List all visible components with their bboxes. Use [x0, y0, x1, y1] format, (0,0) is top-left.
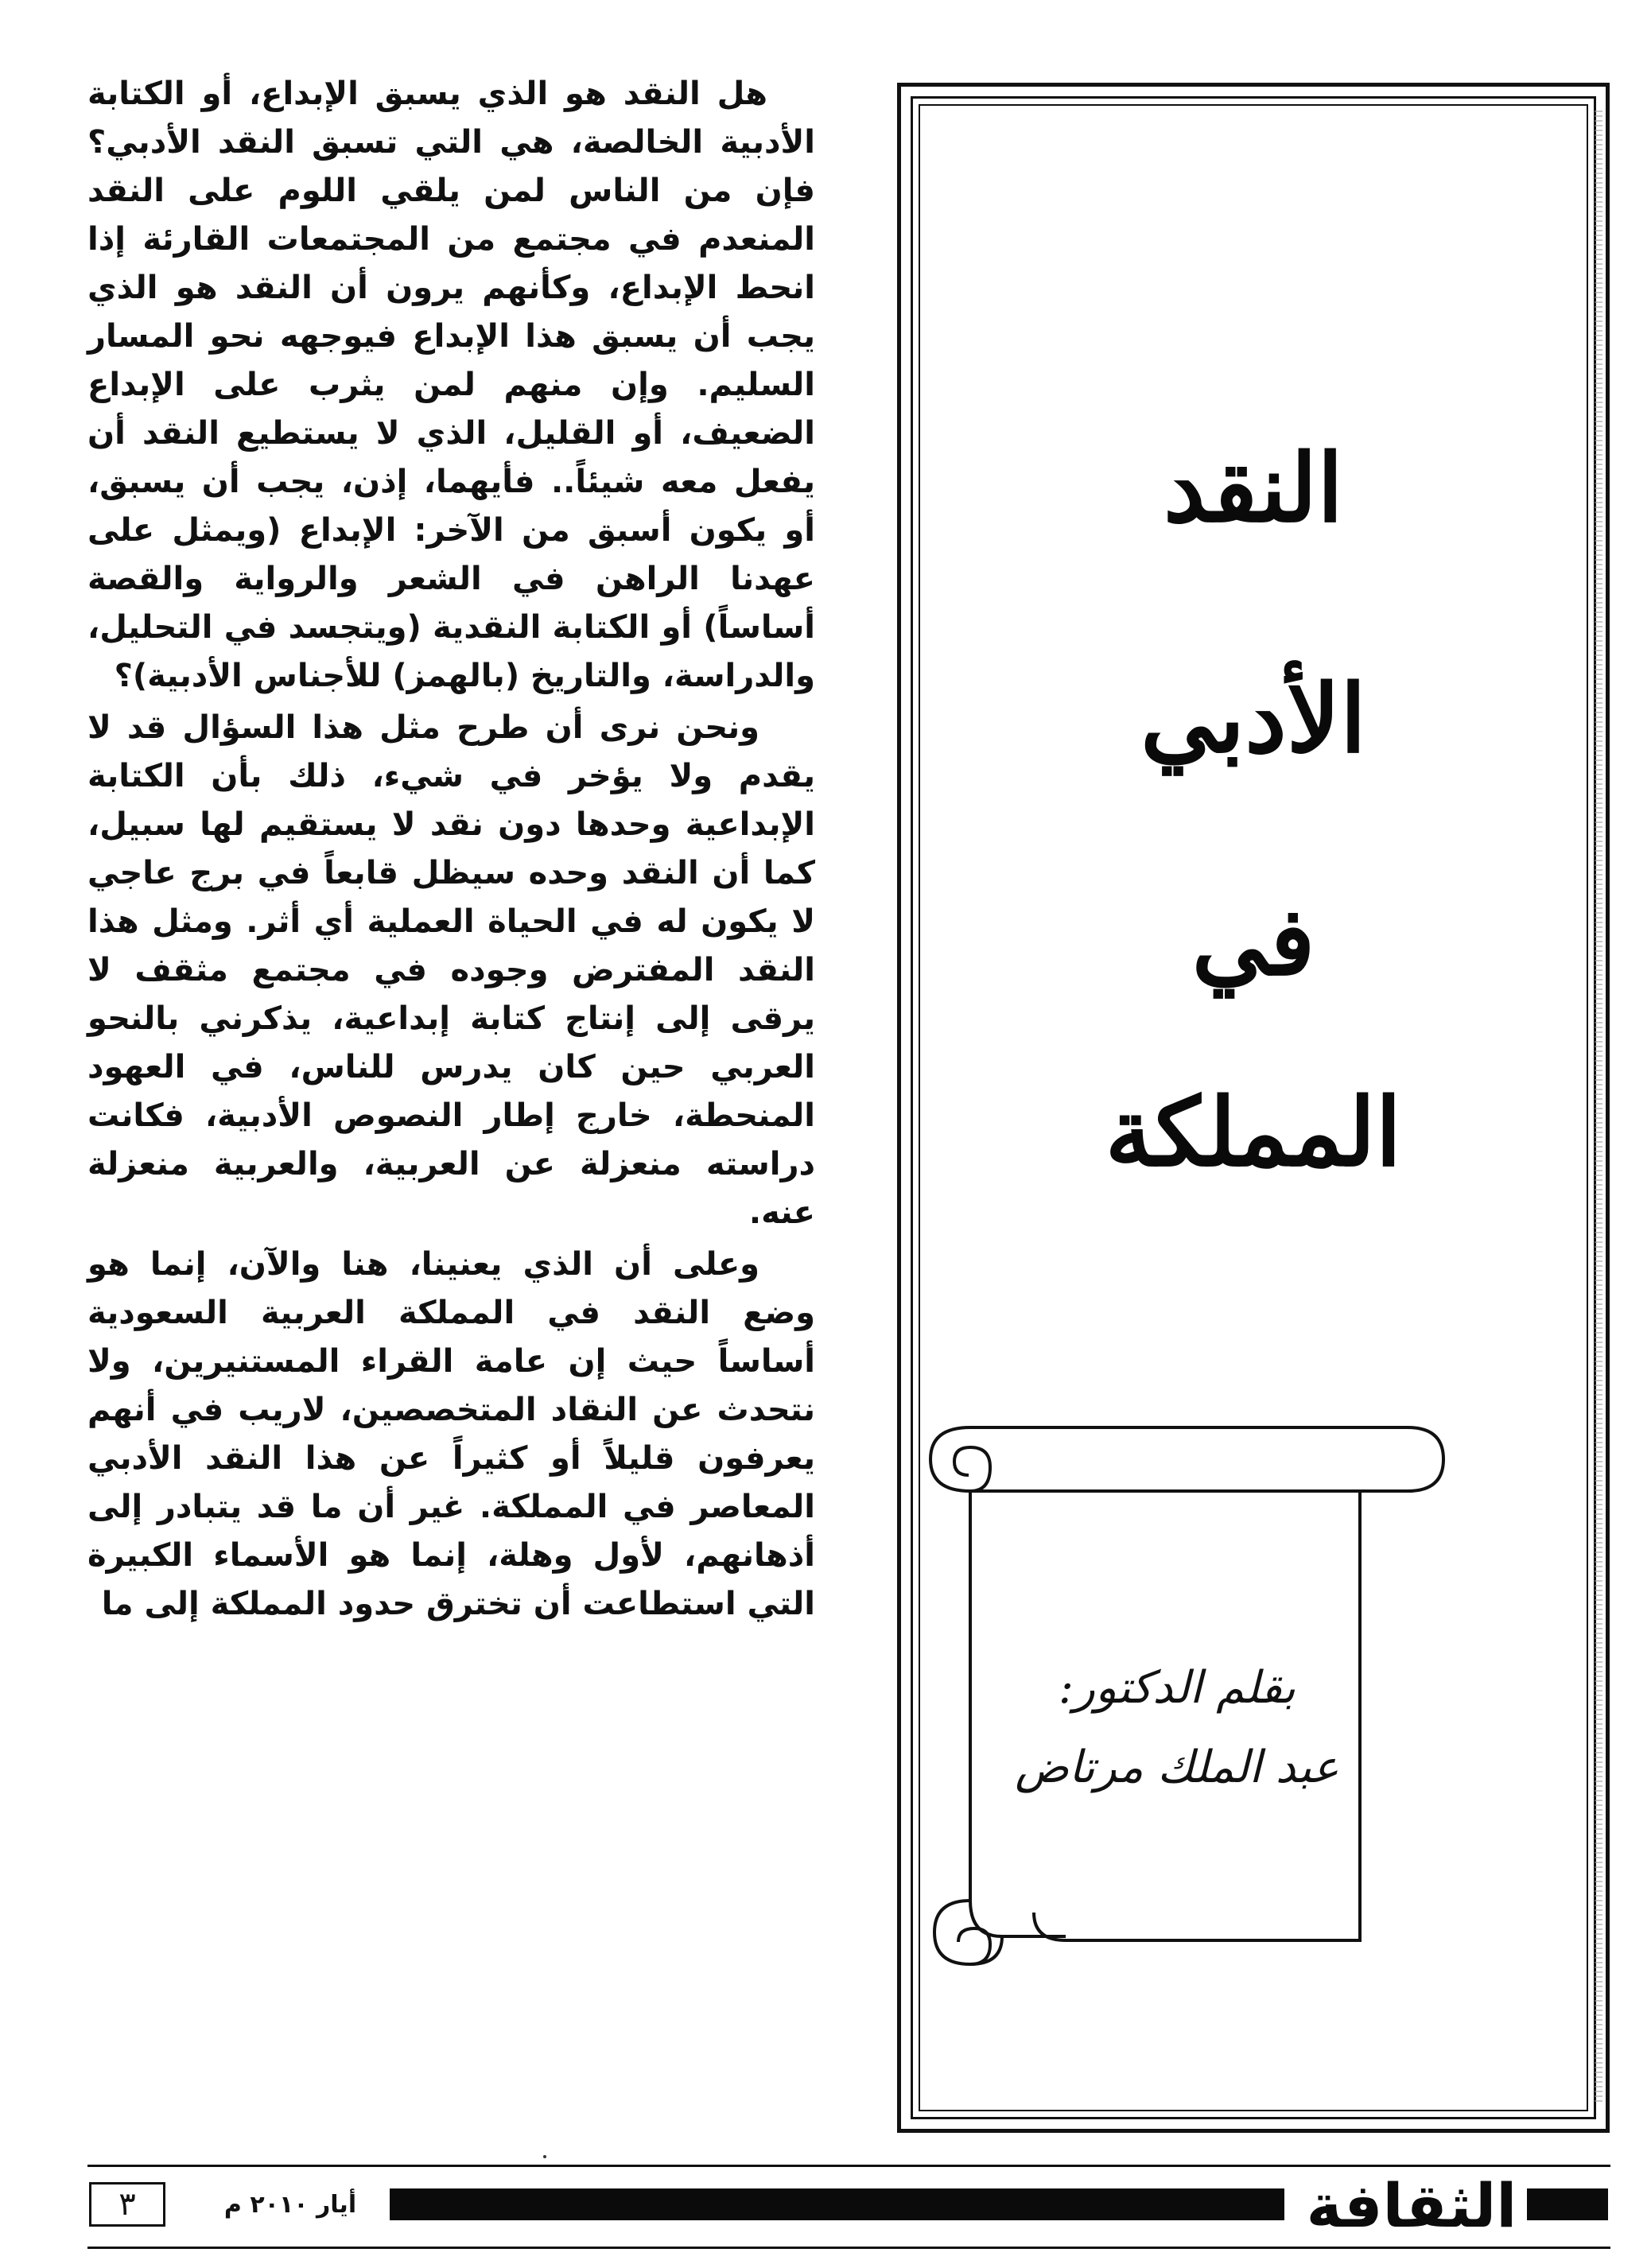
page-number: ٣	[89, 2182, 165, 2227]
stray-mark	[543, 2155, 546, 2158]
title-word-3: في	[1191, 886, 1315, 996]
issue-date: أيار ٢٠١٠ م	[223, 2191, 357, 2219]
article-paragraph: وعلى أن الذي يعنينا، هنا والآن، إنما هو وضع النقد في المملكة العربية السعودية أساساً حيث إن عامة القراء المستنيرين، ولا نتحدث عن النقاد المتخصصين، لاريب في أنهم يعرفون قليلاً أو كثيراً عن هذا النقد الأدبي المعاصر في المملكة. غير أن ما قد يتبادر إلى أذهانهم، لأول وهلة، إنما هو الأسماء الكبيرة التي استطاعت أن تخترق حدود المملكة إلى ما	[87, 1246, 815, 1622]
byline-author: عبد الملك مرتاض	[1015, 1742, 1339, 1793]
byline-prefix: بقلم الدكتور:	[1059, 1662, 1296, 1714]
title-word-2: الأدبي	[1140, 663, 1366, 774]
title-word-1: النقد	[1163, 433, 1343, 543]
article-body	[87, 70, 815, 2146]
footer-bar-right	[1527, 2188, 1608, 2220]
article-paragraph: هل النقد هو الذي يسبق الإبداع، أو الكتابة الأدبية الخالصة، هي التي تسبق النقد الأدبي؟ فإن من الناس لمن يلقي اللوم على النقد المنعدم في مجتمع من المجتمعات القارئة إذا انحط الإبداع، وكأنهم يرون أن النقد هو الذي يجب أن يسبق هذا الإبداع فيوجهه نحو المسار السليم. وإن منهم لمن يثرب على الإبداع الضعيف، أو القليل، الذي لا يستطيع النقد أن يفعل معه شيئاً.. فأيهما، إذن، يجب أن يسبق، أو يكون أسبق من الآخر: الإبداع (ويمثل على عهدنا الراهن في الشعر والرواية والقصة أساساً) أو الكتابة النقدية (ويتجسد في التحليل، والدراسة، والتاريخ (بالهمز) للأجناس الأدبية)؟	[87, 76, 815, 694]
article-paragraph: ونحن نرى أن طرح مثل هذا السؤال قد لا يقدم ولا يؤخر في شيء، ذلك بأن الكتابة الإبداعية وحدها دون نقد لا يستقيم لها سبيل، كما أن النقد وحده سيظل قابعاً في برج عاجي لا يكون له في الحياة العملية أي أثر. ومثل هذا النقد المفترض وجوده في مجتمع مثقف لا يرقى إلى إنتاج كتابة إبداعية، يذكرني بالنحو العربي حين كان يدرس للناس، في العهود المنحطة، خارج إطار النصوص الأدبية، فكانت دراسته منعزلة عن العربية، والعربية منعزلة عنه.	[87, 709, 815, 1231]
title-word-4: المملكة	[1105, 1077, 1402, 1187]
magazine-logo: الثقافة	[1306, 2170, 1517, 2241]
footer-bar	[390, 2188, 1284, 2220]
footer-rule-bottom	[87, 2247, 1610, 2249]
